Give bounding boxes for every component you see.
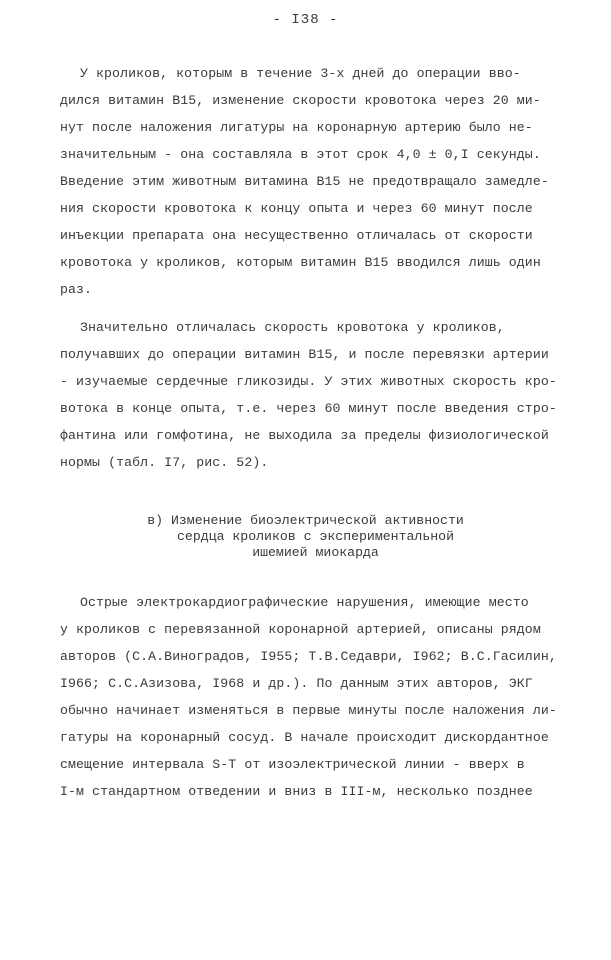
text-line: инъекции препарата она несущественно отличалась от скорости [60,228,533,243]
text-line: Значительно отличалась скорость кровотока у кроликов, [80,320,505,335]
text-line: гатуры на коронарный сосуд. В начале происходит дискордантное [60,730,549,745]
text-line: фантина или гомфотина, не выходила за пределы физиологической [60,428,549,443]
text-line: Введение этим животным витамина B15 не предотвращало замедле- [60,174,549,189]
text-line: I-м стандартном отведении и вниз в III-м, несколько позднее [60,784,533,799]
page-number: - I38 - [272,12,339,28]
text-line: У кроликов, которым в течение 3-х дней до операции вво- [80,66,521,81]
text-line: вотока в конце опыта, т.е. через 60 минут после введения стро- [60,401,557,416]
text-line: нут после наложения лигатуры на коронарную артерию было не- [60,120,533,135]
text-line: кровотока у кроликов, которым витамин B15 вводился лишь один [60,255,541,270]
text-line: ния скорости кровотока к концу опыта и через 60 минут после [60,201,533,216]
text-line: получавших до операции витамин B15, и после перевязки артерии [60,347,549,362]
text-line: обычно начинает изменяться в первые минуты после наложения ли- [60,703,557,718]
text-line: смещение интервала S-T от изоэлектрической линии - вверх в [60,757,525,772]
text-line: у кроликов с перевязанной коронарной артерией, описаны рядом [60,622,541,637]
text-line: Острые электрокардиографические нарушения, имеющие место [80,595,529,610]
text-line: I966; С.С.Азизова, I968 и др.). По данным этих авторов, ЭКГ [60,676,533,691]
text-line: нормы (табл. I7, рис. 52). [60,455,269,470]
text-line: авторов (С.А.Виноградов, I955; Т.В.Седаври, I962; В.С.Гасилин, [60,649,557,664]
heading-line: сердца кроликов с экспериментальной [177,529,454,544]
heading-line: ишемией миокарда [252,545,379,560]
text-line: - изучаемые сердечные гликозиды. У этих животных скорость кро- [60,374,557,389]
text-line: значительным - она составляла в этот срок 4,0 ± 0,I секунды. [60,147,541,162]
text-line: дился витамин B15, изменение скорости кровотока через 20 ми- [60,93,541,108]
heading-line: в) Изменение биоэлектрической активности [147,513,464,528]
text-line: раз. [60,282,93,297]
